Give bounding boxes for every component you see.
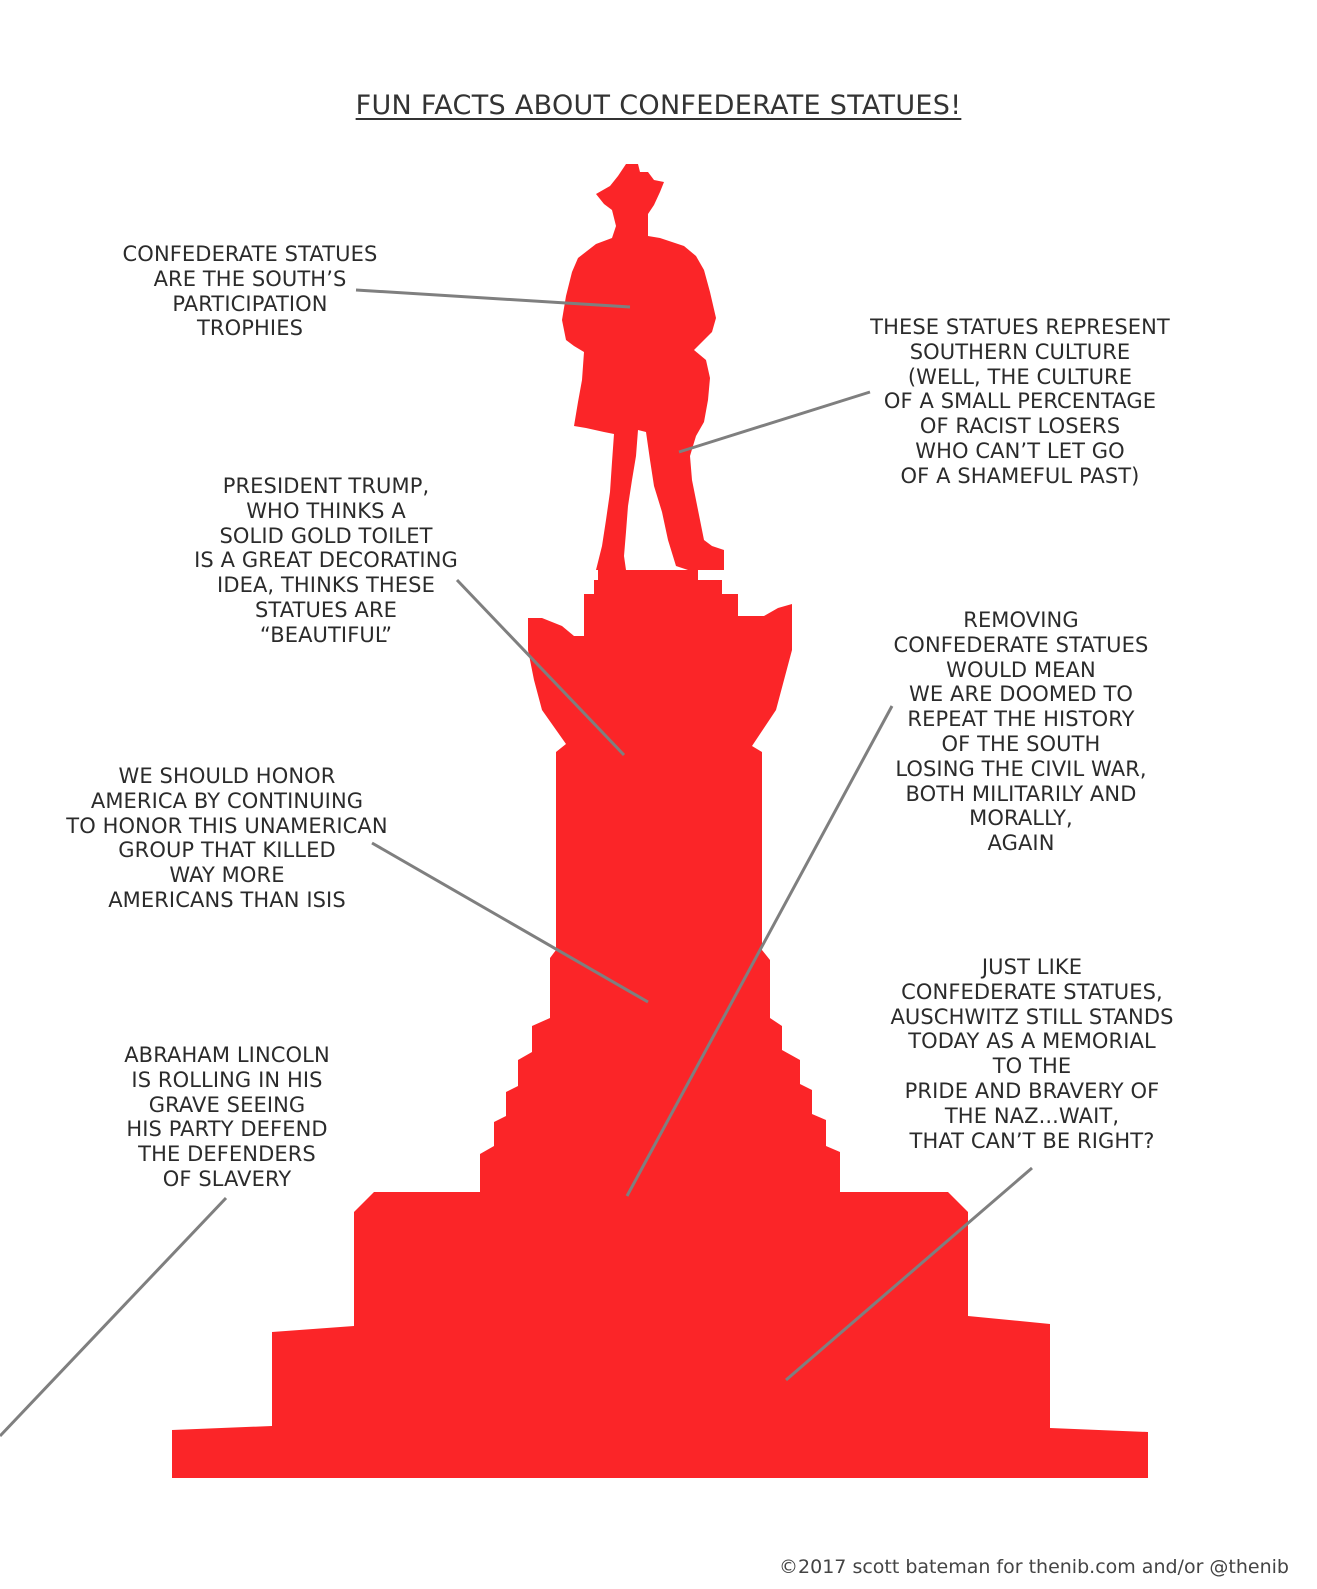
- fact-line: ABRAHAM LINCOLN: [124, 1043, 330, 1067]
- fact-line: IS A GREAT DECORATING: [194, 548, 458, 573]
- fact-line: WAY MORE: [169, 863, 285, 888]
- fact-line: WE ARE DOOMED TO: [908, 682, 1134, 707]
- fact-doomed-to-repeat: [876, 608, 1166, 856]
- fact-line: WOULD MEAN: [946, 657, 1096, 682]
- fact-line: GRAVE SEEING: [148, 1092, 306, 1117]
- fact-southern-culture: [860, 315, 1180, 489]
- fact-line: OF SLAVERY: [162, 1166, 292, 1191]
- fact-line: OF RACIST LOSERS: [919, 414, 1121, 439]
- fact-line: JUST LIKE: [981, 955, 1083, 979]
- fact-line: IDEA, THINKS THESE: [217, 573, 435, 598]
- soldier-figure: [562, 164, 724, 570]
- fact-line: “BEAUTIFUL”: [259, 622, 393, 647]
- fact-line: SOUTHERN CULTURE: [909, 339, 1131, 364]
- fact-line: GROUP THAT KILLED: [118, 838, 336, 863]
- credit-line: ©2017 scott bateman for thenib.com and/or @thenib: [779, 1556, 1289, 1578]
- fact-line: (WELL, THE CULTURE: [907, 364, 1133, 389]
- fact-line: PRESIDENT TRUMP,: [222, 474, 430, 498]
- fact-line: WHO CAN’T LET GO: [915, 438, 1125, 463]
- fact-auschwitz: [872, 955, 1192, 1153]
- fact-honor-america: [50, 764, 404, 913]
- fact-line: OF THE SOUTH: [941, 731, 1101, 756]
- fact-line: CONFEDERATE STATUES,: [901, 979, 1163, 1004]
- fact-line: ARE THE SOUTH’S: [153, 266, 347, 291]
- fact-line: TROPHIES: [197, 316, 303, 341]
- pointer-line: [0, 1198, 226, 1436]
- fact-line: REMOVING: [963, 608, 1079, 632]
- fact-line: HIS PARTY DEFEND: [126, 1117, 328, 1142]
- fact-line: AMERICANS THAN ISIS: [108, 887, 346, 912]
- fact-line: PARTICIPATION: [172, 291, 328, 316]
- fact-lincoln-rolling: [92, 1043, 362, 1192]
- fact-line: CONFEDERATE STATUES: [893, 632, 1149, 657]
- fact-line: WE SHOULD HONOR: [118, 764, 336, 788]
- fact-line: LOSING THE CIVIL WAR,: [895, 756, 1147, 781]
- fact-line: OF A SMALL PERCENTAGE: [883, 389, 1157, 414]
- fact-line: IS ROLLING IN HIS: [131, 1067, 323, 1092]
- fact-line: STATUES ARE: [254, 597, 398, 622]
- fact-line: CONFEDERATE STATUES: [122, 242, 378, 266]
- fact-line: AGAIN: [987, 831, 1055, 856]
- fact-line: SOLID GOLD TOILET: [219, 523, 433, 548]
- fact-line: TO HONOR THIS UNAMERICAN: [66, 813, 388, 838]
- fact-line: BOTH MILITARILY AND: [905, 781, 1137, 806]
- fact-line: AUSCHWITZ STILL STANDS: [890, 1004, 1174, 1029]
- fact-line: REPEAT THE HISTORY: [907, 707, 1135, 732]
- fact-line: THESE STATUES REPRESENT: [870, 315, 1170, 339]
- fact-participation-trophies: [110, 242, 390, 341]
- fact-line: PRIDE AND BRAVERY OF: [904, 1078, 1160, 1103]
- page-title: FUN FACTS ABOUT CONFEDERATE STATUES!: [355, 90, 962, 121]
- fact-line: AMERICA BY CONTINUING: [90, 788, 364, 813]
- fact-line: OF A SHAMEFUL PAST): [900, 463, 1140, 488]
- fact-line: TODAY AS A MEMORIAL: [908, 1029, 1156, 1054]
- fact-line: WHO THINKS A: [246, 498, 406, 523]
- fact-line: THAT CAN’T BE RIGHT?: [909, 1128, 1155, 1153]
- fact-line: MORALLY,: [969, 806, 1073, 831]
- fact-line: TO THE: [992, 1054, 1072, 1079]
- fact-line: THE DEFENDERS: [138, 1142, 316, 1167]
- fact-line: THE NAZ...WAIT,: [944, 1103, 1120, 1128]
- fact-trump-beautiful: [176, 474, 476, 648]
